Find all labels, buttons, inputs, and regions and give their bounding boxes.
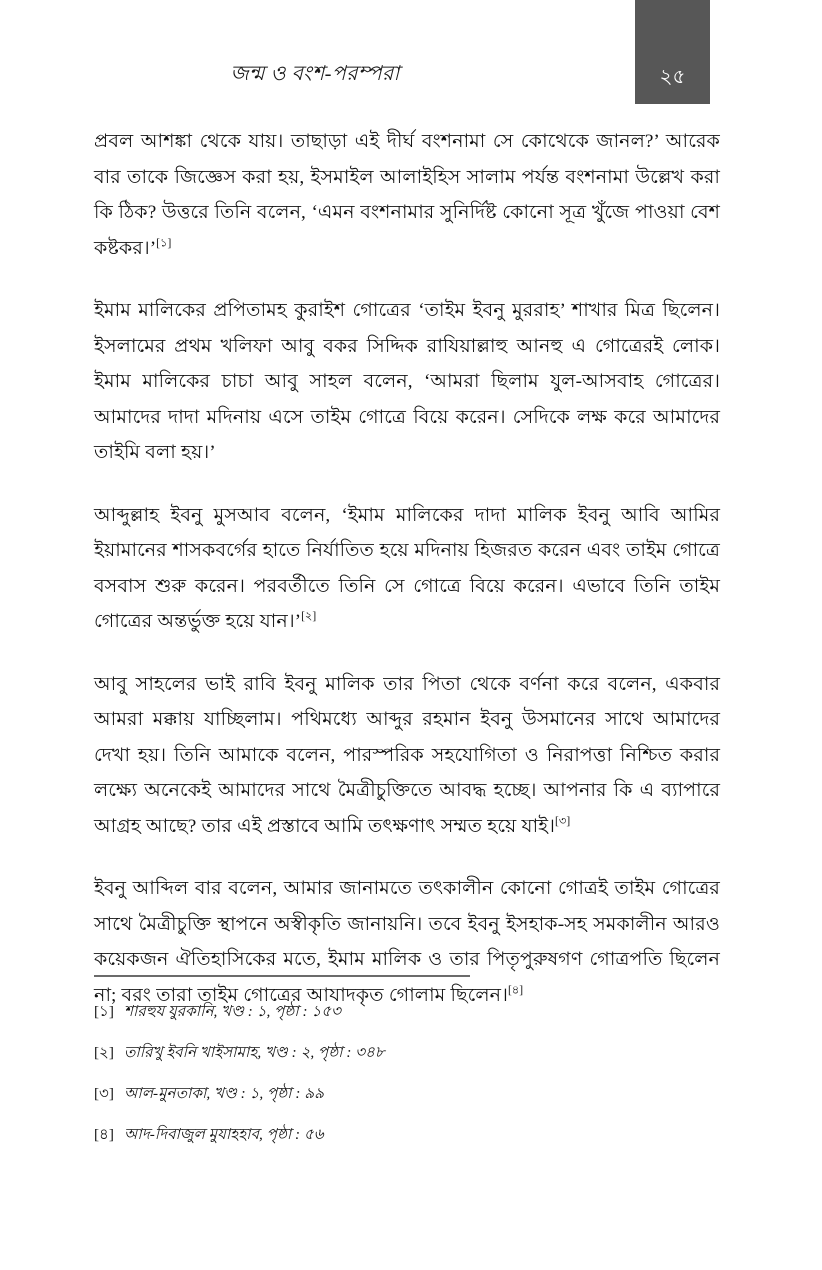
footnote-ref[interactable]: [১] [156,237,172,250]
footnote-text: আদ-দিবাজুল মুযাহহাব, পৃষ্ঠা : ৫৬ [124,1126,324,1143]
paragraph-text: ইবনু আব্দিল বার বলেন, আমার জানামতে তৎকালীন কোনো গোত্রই তাইম গোত্রের সাথে মৈত্রীচুক্তি স্থাপনে অস্বীকৃতি জানায়নি। তবে ইবনু ইসহাক-সহ সমকালীন আরও কয়েকজন ঐতিহাসিকের মতে, ইমাম মালিক ও তার পিতৃপুরুষগণ গোত্রপতি ছিলেন না; বরং তারা তাইম গোত্রের আযাদকৃত গোলাম ছিলেন। [94,878,720,1006]
paragraph [94,293,720,471]
footnote-item [94,1042,720,1063]
footnote-text: শারহুয যুরকানি, খণ্ড : ১, পৃষ্ঠা : ১৫৩ [124,1003,341,1020]
footnote-marker: [৩] [94,1085,114,1102]
paragraph-text: আব্দুল্লাহ ইবনু মুসআব বলেন, ‘ইমাম মালিকের দাদা মালিক ইবনু আবি আমির ইয়ামানের শাসকবর্গের হাতে নির্যাতিত হয়ে মদিনায় হিজরত করেন এবং তাইম গোত্রে বসবাস শুরু করেন। পরবর্তীতে তিনি সে গোত্রে বিয়ে করেন। এভাবে তিনি তাইম গোত্রের অন্তর্ভুক্ত হয়ে যান।’ [94,504,720,632]
footnote-separator-rule [94,975,470,977]
paragraph [94,498,720,640]
page-header [0,0,822,108]
paragraph-text: প্রবল আশঙ্কা থেকে যায়। তাছাড়া এই দীর্ঘ বংশনামা সে কোথেকে জানল?’ আরেক বার তাকে জিজ্ঞেস করা হয়, ইসমাইল আলাইহিস সালাম পর্যন্ত বংশনামা উল্লেখ করা কি ঠিক? উত্তরে তিনি বলেন, ‘এমন বংশনামার সুনির্দিষ্ট কোনো সূত্র খুঁজে পাওয়া বেশ কষ্টকর।’ [94,131,720,259]
paragraph [94,667,720,845]
footnote-text: আল-মুনতাকা, খণ্ড : ১, পৃষ্ঠা : ৯৯ [124,1085,324,1102]
page-number: ২৫ [659,66,686,88]
paragraph [94,124,720,266]
footnote-marker: [৪] [94,1126,114,1143]
paragraph-text: আবু সাহলের ভাই রাবি ইবনু মালিক তার পিতা থেকে বর্ণনা করে বলেন, একবার আমরা মক্কায় যাচ্ছিলাম। পথিমধ্যে আব্দুর রহমান ইবনু উসমানের সাথে আমাদের দেখা হয়। তিনি আমাকে বলেন, পারস্পরিক সহযোগিতা ও নিরাপত্তা নিশ্চিত করার লক্ষ্যে অনেকেই আমাদের সাথে মৈত্রীচুক্তিতে আবদ্ধ হচ্ছে। আপনার কি এ ব্যাপারে আগ্রহ আছে? তার এই প্রস্তাবে আমি তৎক্ষণাৎ সম্মত হয়ে যাই। [94,673,720,837]
footnote-marker: [২] [94,1044,114,1061]
page-number-box [635,0,710,104]
footnote-ref[interactable]: [৪] [507,984,524,997]
footnote-ref[interactable]: [৩] [555,815,571,828]
footnote-item [94,1001,720,1022]
footnote-item [94,1083,720,1104]
paragraph-text: ইমাম মালিকের প্রপিতামহ কুরাইশ গোত্রের ‘তাইম ইবনু মুররাহ’ শাখার মিত্র ছিলেন। ইসলামের প্রথম খলিফা আবু বকর সিদ্দিক রাযিয়াল্লাহু আনহু এ গোত্রেরই লোক। ইমাম মালিকের চাচা আবু সাহল বলেন, ‘আমরা ছিলাম যুল-আসবাহ গোত্রের। আমাদের দাদা মদিনায় এসে তাইম গোত্রে বিয়ে করেন। সেদিকে লক্ষ করে আমাদের তাইমি বলা হয়।’ [94,300,720,463]
footnote-text: তারিখু ইবনি খাইসামাহ, খণ্ড : ২, পৃষ্ঠা : ৩৪৮ [124,1044,385,1061]
footnote-item [94,1124,720,1145]
footnote-marker: [১] [94,1003,114,1020]
running-head-title: জন্ম ও বংশ-পরম্পরা [230,63,400,85]
footnote-area [94,975,720,1145]
body-text-column [94,124,720,1013]
footnote-ref[interactable]: [২] [301,610,317,623]
